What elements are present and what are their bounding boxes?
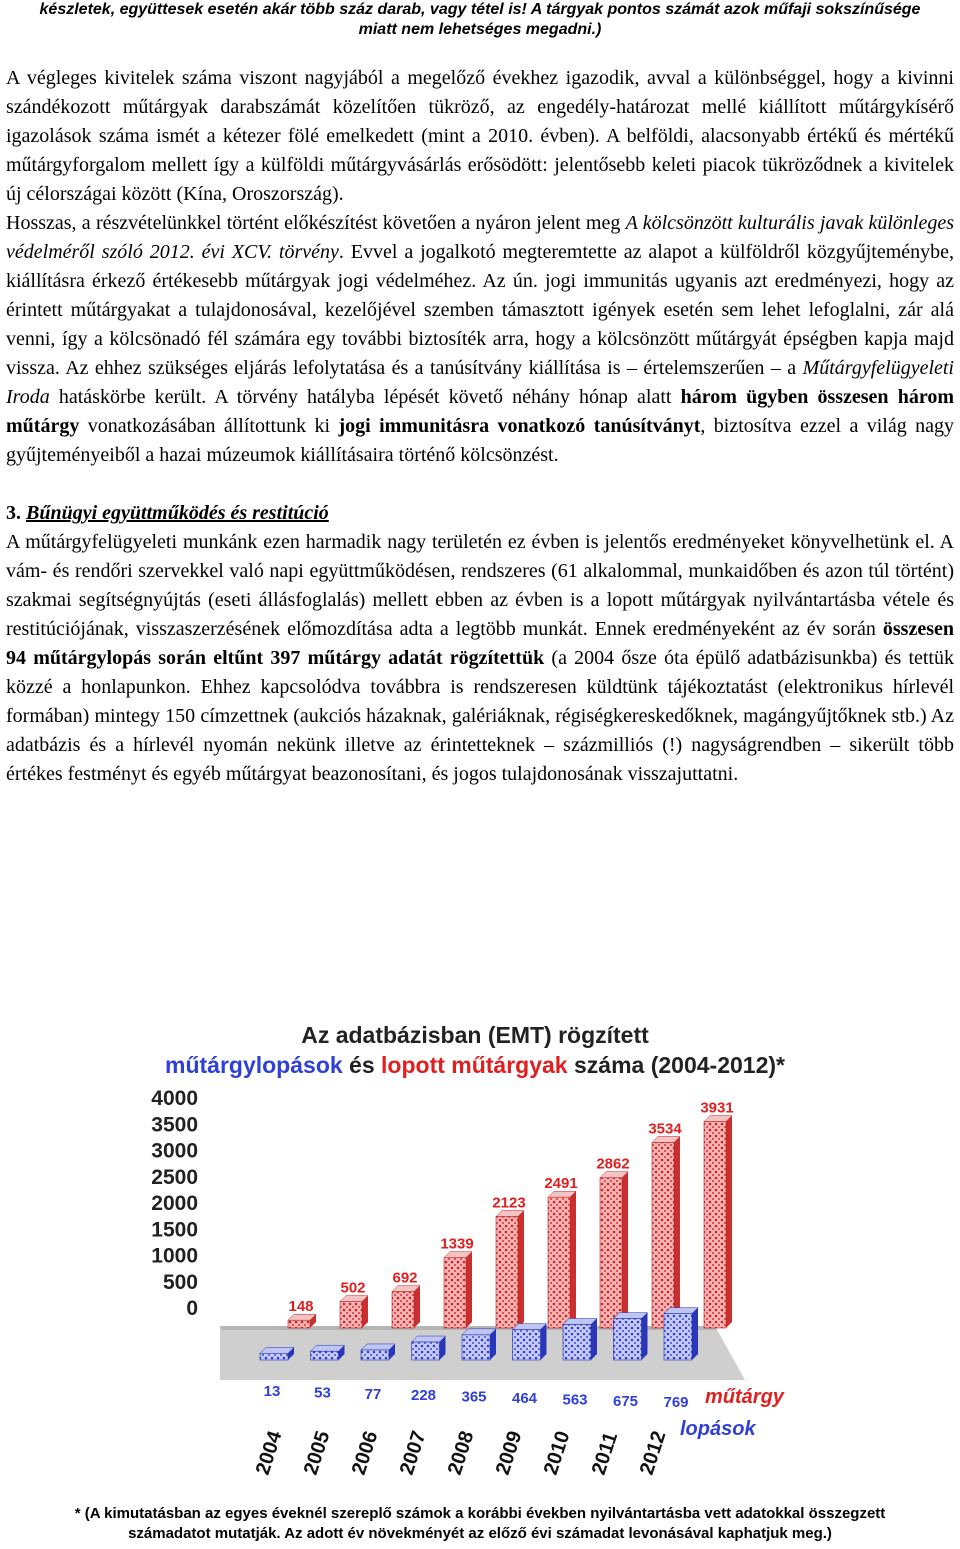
x-tick-label: 2010 [539, 1428, 575, 1478]
y-tick-label: 3000 [151, 1139, 198, 1163]
legend-blue: lopások [680, 1418, 756, 1440]
body-text [6, 64, 954, 789]
header-line-2: miatt nem lehetséges megadni.) [358, 21, 602, 38]
bar-blue [664, 1314, 692, 1360]
bar-blue-top [260, 1347, 294, 1353]
bar-red [704, 1122, 726, 1328]
bar-red-side [674, 1136, 680, 1328]
section-heading [6, 499, 954, 528]
bar-blue-label: 53 [314, 1384, 331, 1402]
bar-blue [563, 1324, 591, 1360]
x-tick-label: 2005 [299, 1428, 335, 1478]
bar-red-label: 1339 [440, 1235, 474, 1253]
bar-blue [462, 1335, 490, 1360]
bar-blue [311, 1351, 339, 1360]
p2-text-b: . Evvel a jogalkotó megteremtette az alapot a külföldről közgyűjteménybe, kiállításra érkező értékesebb műtárgyak jogi védelméhez. Az ún. jogi immunitás ugyanis azt eredményezi, hogy az érintett műtárgyakat a tulajdonosával, kezelőjével szemben támasztott igények esetén sem lehet lefoglalni, zár alá venni, így a kölcsönadó fél számára egy további biztosíték arra, hogy a kölcsönzött műtárgyát épségben kapja majd vissza. Az ehhez szükséges eljárás lefolytatása és a tanúsítvány kiállítása is – értelemszerűen – a [6, 241, 955, 379]
bar-blue-label: 675 [612, 1392, 639, 1410]
section-number: 3. [6, 502, 26, 524]
bar-blue-side [642, 1313, 648, 1360]
y-tick-label: 500 [162, 1270, 198, 1294]
bar-blue-label: 365 [461, 1388, 487, 1406]
section-title: Bűnügyi együttműködés és restitúció [26, 502, 329, 524]
bar-blue-label: 769 [663, 1394, 689, 1412]
bar-blue [412, 1342, 440, 1360]
bar-red [600, 1178, 622, 1328]
bar-blue-label: 464 [511, 1390, 538, 1407]
bar-red-label: 2123 [492, 1194, 526, 1212]
theft-chart [150, 1008, 960, 1478]
bar-red-label: 502 [340, 1279, 366, 1297]
x-tick-label: 2008 [443, 1428, 479, 1478]
p3-bold-stats: összesen 94 műtárgylopás során eltűnt 397 műtárgy adatát rögzítettük [6, 618, 954, 669]
x-tick-label: 2009 [491, 1428, 527, 1478]
paragraph-restitution [6, 528, 954, 789]
p2-bold-cases: három ügyben összesen három műtárgy [6, 386, 954, 437]
y-tick-label: 2000 [151, 1192, 198, 1215]
x-tick-label: 2012 [635, 1428, 671, 1478]
paragraph-exports: A végleges kivitelek száma viszont nagyjából a megelőző évekhez igazodik, avval a különbséggel, hogy a kivinni szándékozott műtárgyak darabszámát közelítően tükröző, az engedély-határozat mellé kiállított műtárgykísérő igazolások száma ismét a kétezer fölé emelkedett (mint a 2010. évben). A belföldi, alacsonyabb értékű és mértékű műtárgyforgalom mellett így a külföldi műtárgyvásárlás erősödött: jelentősebb keleti piacok tükröződnek a kivitelek új célországai között (Kína, Oroszország). [6, 67, 954, 205]
bar-red-label: 3931 [700, 1099, 734, 1117]
bar-red [392, 1292, 414, 1328]
bar-blue-top [664, 1308, 698, 1314]
x-tick-label: 2004 [251, 1428, 287, 1478]
bar-blue-label: 77 [364, 1385, 382, 1403]
y-tick-label: 1000 [151, 1244, 198, 1268]
bar-red [548, 1197, 570, 1328]
bar-red-label: 148 [288, 1298, 314, 1316]
chart-footnote [0, 1504, 960, 1544]
bar-red-side [570, 1191, 576, 1328]
y-tick-label: 3500 [151, 1113, 198, 1137]
p2-bold-certificate: jogi immunitásra vonatkozó tanúsítványt [338, 415, 701, 437]
x-tick-label: 2011 [587, 1429, 623, 1478]
law-title: A kölcsönzött kulturális javak különleges védelméről szóló 2012. évi XCV. törvény [6, 212, 954, 263]
p3-text-b: (a 2004 ősze óta épülő adatbázisunkba) és tettük közzé a honlapunkon. Ehhez kapcsolódva továbbra is rendszeresen küldtünk tájékoztatást (elektronikus hírlevél formában) mintegy 150 címzettnek (aukciós házaknak, galériáknak, régiségkereskedőknek, magángyűjtőknek stb.) Az adatbázis és a hírlevél nyomán nekünk illetve az érintetteknek – százmilliós (!) nagyságrendben – sikerült több értékes festményt és egyéb műtárgyat beazonosítani, és jogos tulajdonosának visszajuttatni. [6, 647, 954, 785]
bar-red-label: 692 [392, 1269, 418, 1287]
bar-red-side [414, 1286, 420, 1328]
y-tick-label: 0 [186, 1297, 198, 1320]
bar-red-side [466, 1252, 472, 1328]
office-name: Műtárgyfelügyeleti Iroda [6, 357, 954, 408]
bar-blue-label: 563 [562, 1391, 588, 1409]
p2-text-c: hatáskörbe került. A törvény hatályba lépését követő néhány hónap alatt [49, 386, 681, 408]
chart-title-line-2: műtárgylopások és lopott műtárgyak száma (2004-2012)* [165, 1052, 785, 1078]
footnote-line-2: számadatot mutatják. Az adott év növekményét az előző évi számadat levonásával kaphatjuk meg.) [128, 1525, 832, 1542]
y-tick-label: 1500 [151, 1218, 198, 1242]
bar-red-side [622, 1172, 628, 1328]
bar-blue-label: 13 [263, 1383, 281, 1400]
bar-red-side [518, 1211, 524, 1328]
chart-svg [150, 1008, 960, 1478]
p2-text-a: Hosszas, a részvételünkkel történt előkészítést követően a nyáron jelent meg [6, 212, 626, 234]
bar-red [444, 1258, 466, 1328]
x-tick-label: 2007 [395, 1428, 431, 1478]
bar-red [496, 1217, 518, 1328]
y-tick-label: 4000 [151, 1087, 198, 1110]
p2-text-d: vonatkozásában állítottunk ki [79, 415, 339, 437]
bar-red-side [726, 1116, 732, 1328]
bar-blue [361, 1350, 389, 1360]
bar-red-label: 3534 [648, 1120, 682, 1138]
bar-red [340, 1302, 362, 1328]
bar-blue-label: 228 [410, 1387, 437, 1405]
paragraph-immunity-law [6, 209, 954, 470]
header-line-1: készletek, együttesek esetén akár több száz darab, vagy tétel is! A tárgyak pontos számát azok műfaji sokszínűsége [39, 1, 921, 18]
bar-red [652, 1142, 674, 1328]
bar-blue [614, 1319, 642, 1360]
bar-red [288, 1320, 310, 1328]
y-tick-label: 2500 [151, 1165, 198, 1189]
footnote-line-1: * (A kimutatásban az egyes éveknél szereplő számok a korábbi években nyilvántartásba vett adatokkal összegzett [74, 1505, 886, 1522]
bar-blue [260, 1353, 288, 1360]
bar-blue-side [692, 1308, 698, 1360]
bar-red-label: 2491 [544, 1175, 578, 1193]
p2-text-e: , biztosítva ezzel a világ nagy gyűjteményeiből a hazai múzeumok kiállításaira történő kölcsönzést. [6, 415, 955, 466]
bar-blue-side [541, 1324, 547, 1360]
chart-title-line-1: Az adatbázisban (EMT) rögzített [301, 1022, 649, 1048]
p3-text-a: A műtárgyfelügyeleti munkánk ezen harmadik nagy területén ez évben is jelentős eredményeket könyvelhetünk el. A vám- és rendőri szervekkel való napi együttműködésen, rendszeres (61 alkalommal, munkaidőben és azon túl történt) szakmai segítségnyújtás (eseti állásfoglalás) mellett ebben az évben is a lopott műtárgyak nyilvántartásba vétele és restitúciójának, visszaszerzésének előmozdítása adta a legtöbb munkát. Ennek eredményeként az év során [6, 531, 954, 640]
legend-red-line-1: műtárgy [705, 1386, 784, 1408]
page-header [0, 0, 960, 40]
bar-red-label: 2862 [596, 1155, 630, 1173]
x-tick-label: 2006 [347, 1428, 383, 1478]
bar-blue-side [591, 1318, 597, 1360]
bar-blue [513, 1330, 541, 1360]
